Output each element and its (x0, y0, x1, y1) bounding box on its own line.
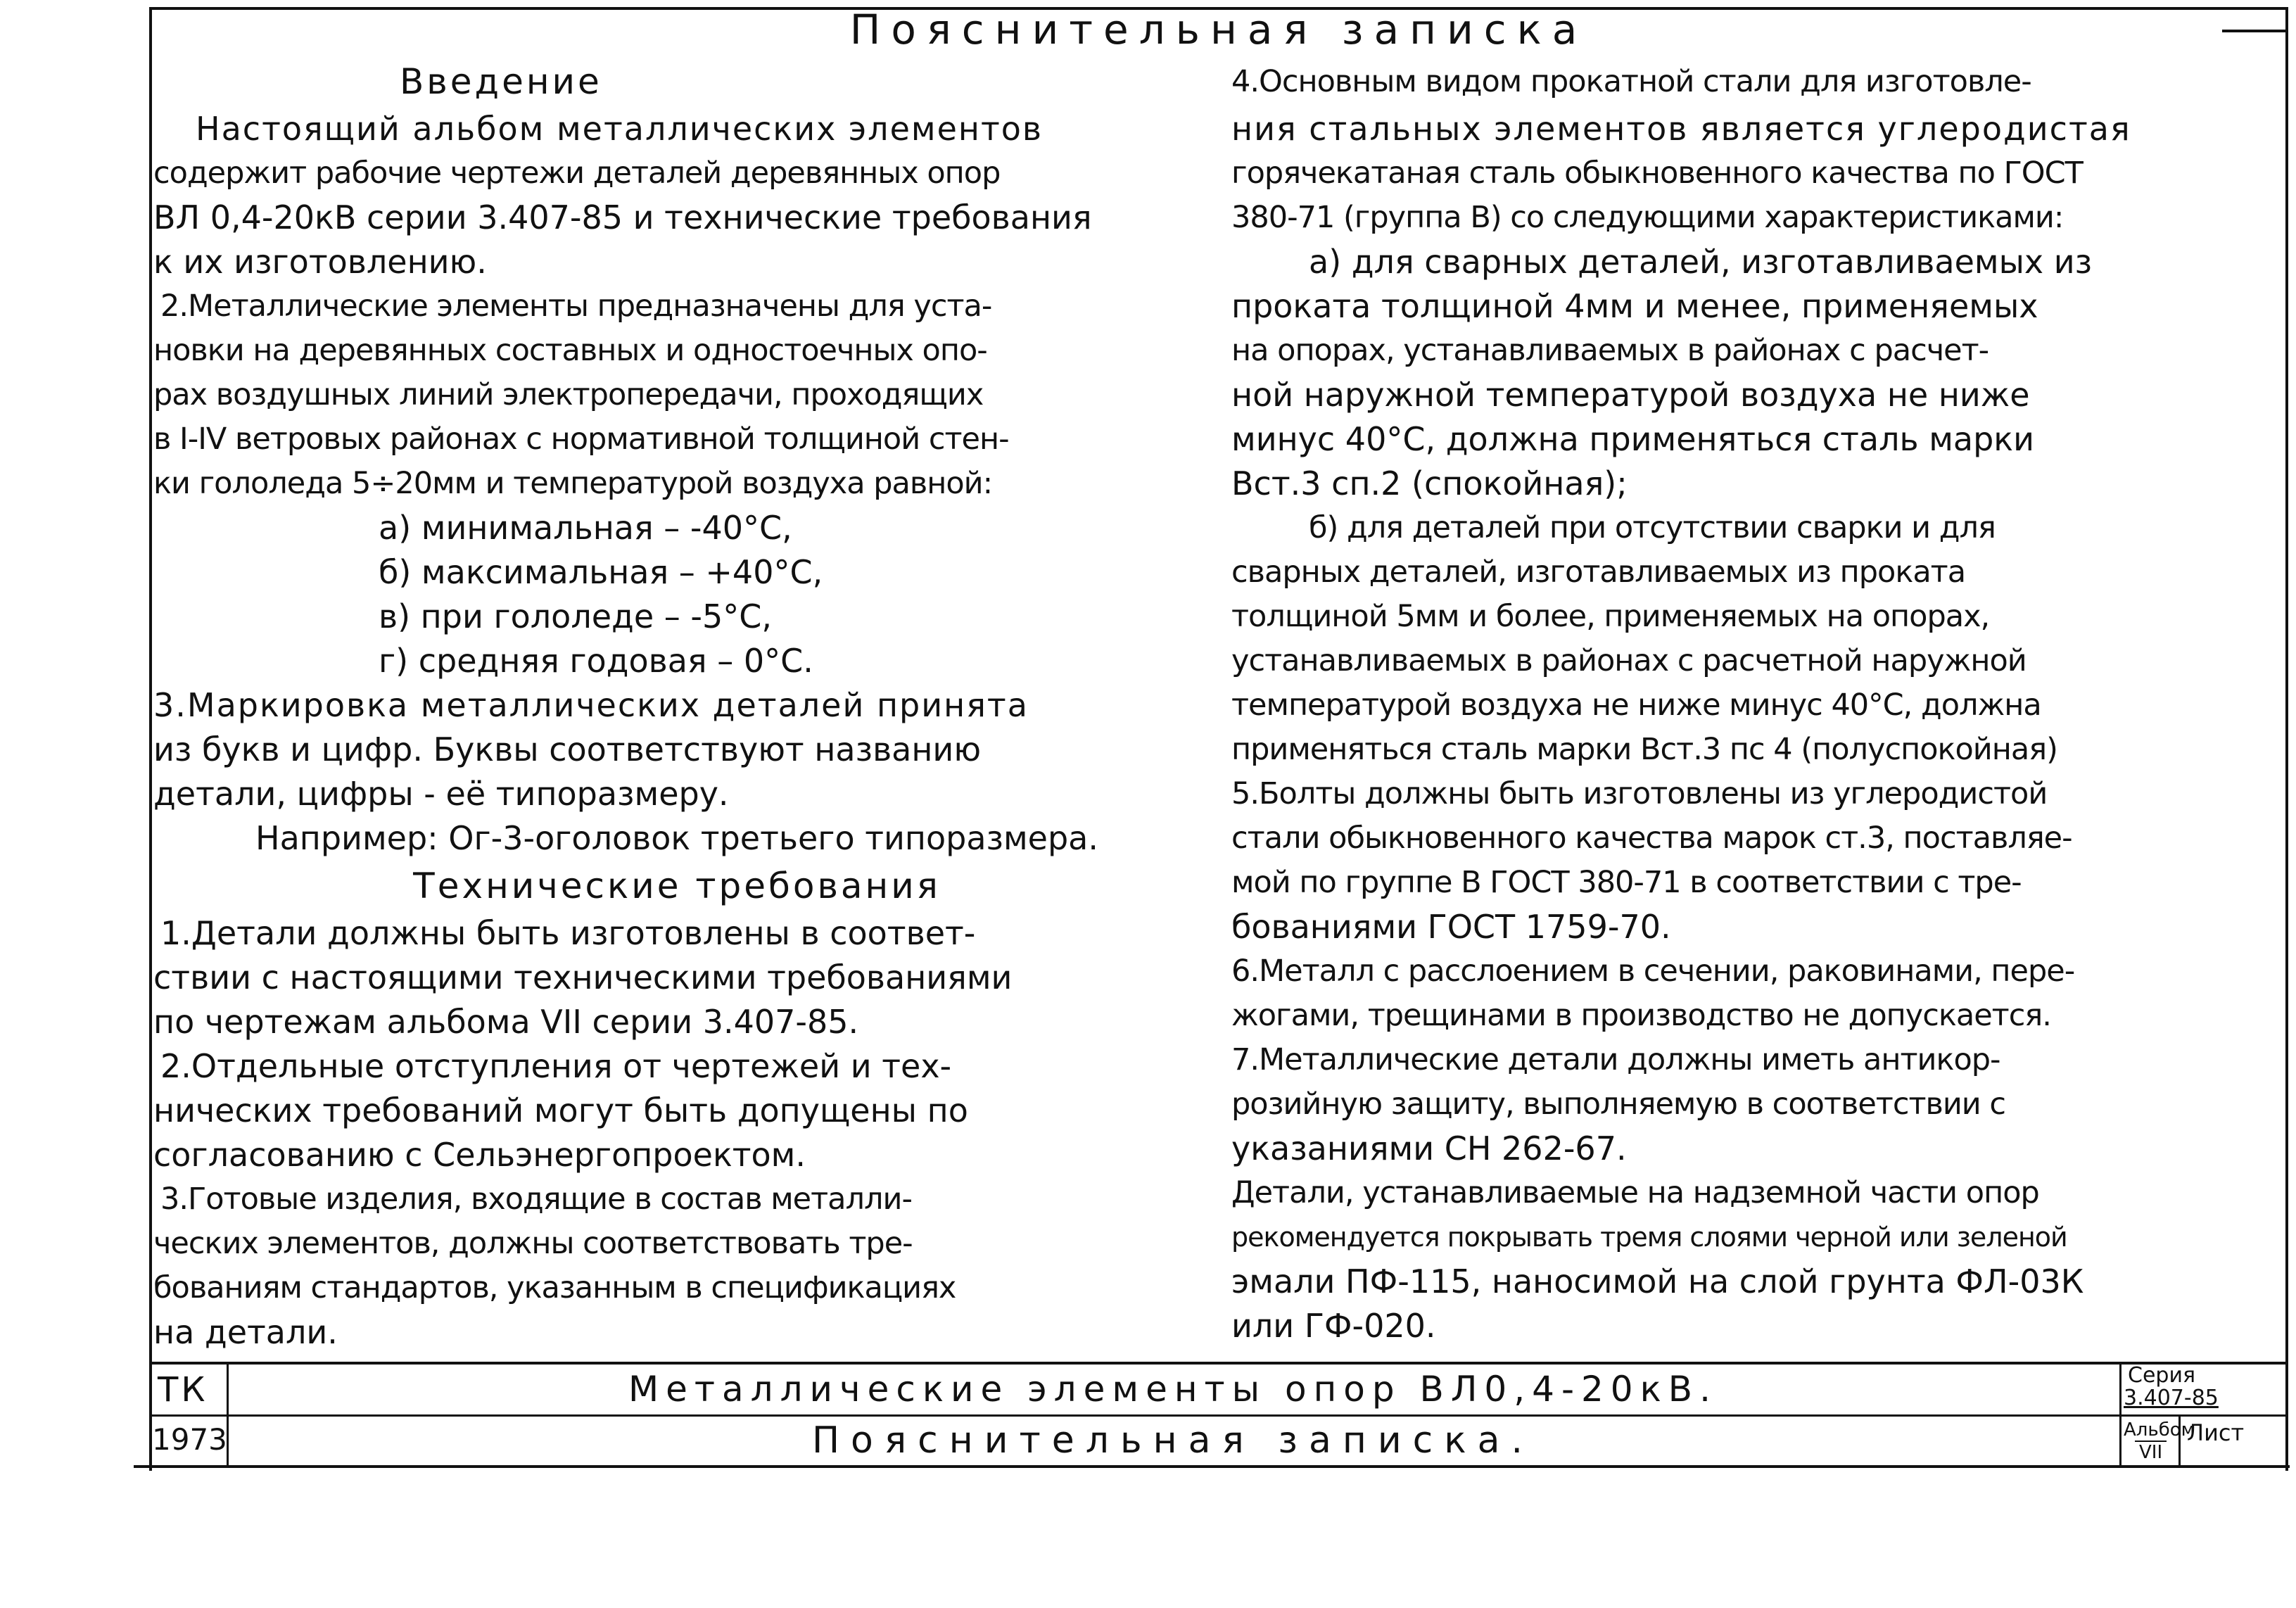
requirement-1-line: ствии с настоящими техническими требованиями (153, 958, 1013, 996)
series-value: 3.407-85 (2124, 1386, 2219, 1410)
page-title: Пояснительная записка (849, 6, 1588, 53)
paragraph-4-line: горячекатаная сталь обыкновенного качества по ГОСТ (1231, 156, 2083, 191)
paragraph-6-line: жогами, трещинами в производство не допускается. (1231, 998, 2051, 1033)
organization-code: ТК (158, 1370, 208, 1410)
paragraph-2-line: новки на деревянных составных и одностоечных опо- (153, 333, 987, 368)
paragraph-4b-line: устанавливаемых в районах с расчетной наружной (1231, 643, 2027, 678)
paragraph-4b-line: б) для деталей при отсутствии сварки и для (1309, 510, 1996, 545)
right-column (1231, 56, 2287, 1348)
requirement-3-line: ческих элементов, должны соответствовать тре- (153, 1226, 913, 1261)
temperature-item: а) минимальная – -40°С, (379, 509, 792, 547)
paragraph-4b-line: температурой воздуха не ниже минус 40°С, должна (1231, 688, 2041, 723)
intro-line: ВЛ 0,4-20кВ серии 3.407-85 и технические требования (153, 198, 1092, 236)
title-block-divider (149, 1414, 2288, 1417)
paragraph-7-line: розийную защиту, выполняемую в соответствии с (1231, 1087, 2006, 1122)
requirement-2-line: 2.Отдельные отступления от чертежей и тех- (160, 1047, 952, 1085)
title-block-divider (2119, 1365, 2121, 1467)
temperature-item: г) средняя годовая – 0°С. (379, 642, 813, 680)
paragraph-4a-line: на опорах, устанавливаемых в районах с расчет- (1231, 333, 1989, 368)
requirement-3-line: на детали. (153, 1313, 338, 1351)
series-label: Серия (2128, 1363, 2195, 1388)
intro-line: содержит рабочие чертежи деталей деревянных опор (153, 156, 1001, 191)
temperature-item: в) при гололеде – -5°С, (379, 597, 772, 635)
paragraph-2-line: рах воздушных линий электропередачи, проходящих (153, 377, 984, 412)
paragraph-5-line: бованиями ГОСТ 1759-70. (1231, 908, 1671, 946)
paragraph-4-line: 380-71 (группа В) со следующими характеристиками: (1231, 200, 2064, 235)
intro-line: к их изготовлению. (153, 243, 487, 281)
paragraph-7-line: указаниями СН 262-67. (1231, 1129, 1627, 1167)
paragraph-4b-line: толщиной 5мм и более, применяемых на опорах, (1231, 599, 1990, 634)
paragraph-2-line: в I-IV ветровых районах с нормативной толщиной стен- (153, 422, 1009, 457)
requirement-2-line: нических требований могут быть допущены по (153, 1091, 968, 1129)
paragraph-2-line: 2.Металлические элементы предназначены для уста- (160, 289, 992, 324)
temperature-item: б) максимальная – +40°С, (379, 553, 823, 591)
paragraph-4b-line: сварных деталей, изготавливаемых из проката (1231, 555, 1966, 590)
paragraph-6-line: 6.Металл с расслоением в сечении, раковинами, пере- (1231, 954, 2075, 989)
paragraph-4-line: ния стальных элементов является углеродистая (1231, 110, 2131, 148)
paragraph-4a-line: а) для сварных деталей, изготавливаемых из (1309, 243, 2093, 281)
requirement-2-line: согласованию с Сельэнергопроектом. (153, 1136, 806, 1174)
paragraph-3-line: из букв и цифр. Буквы соответствуют названию (153, 730, 982, 768)
requirement-3-line: бованиям стандартов, указанным в спецификациях (153, 1270, 956, 1305)
sheet-title: Пояснительная записка. (811, 1419, 1535, 1462)
year: 1973 (152, 1422, 227, 1457)
left-column (153, 56, 1200, 1355)
paragraph-8-line: рекомендуется покрывать тремя слоями черной или зеленой (1231, 1222, 2067, 1253)
paragraph-5-line: стали обыкновенного качества марок ст.3, поставляе- (1231, 821, 2072, 856)
document-title: Металлические элементы опор ВЛ0,4-20кВ. (628, 1369, 1718, 1410)
requirement-1-line: по чертежам альбома VII серии 3.407-85. (153, 1003, 859, 1041)
paragraph-5-line: 5.Болты должны быть изготовлены из углеродистой (1231, 776, 2048, 811)
paragraph-4-line: 4.Основным видом прокатной стали для изготовле- (1231, 64, 2031, 99)
paragraph-8-line: или ГФ-020. (1231, 1307, 1436, 1345)
title-block (149, 1362, 2288, 1467)
paragraph-8-line: эмали ПФ-115, наносимой на слой грунта ФЛ-03К (1231, 1262, 2084, 1300)
paragraph-5-line: мой по группе В ГОСТ 380-71 в соответствии с тре- (1231, 865, 2022, 900)
paragraph-3-line: 3.Маркировка металлических деталей принята (153, 686, 1029, 724)
paragraph-4a-line: ной наружной температурой воздуха не ниже (1231, 376, 2030, 414)
intro-line: Настоящий альбом металлических элементов (196, 110, 1044, 148)
example-line: Например: Ог-3-оголовок третьего типоразмера. (255, 819, 1098, 857)
album-label: Альбом (2124, 1419, 2195, 1441)
requirement-3-line: 3.Готовые изделия, входящие в состав металли- (160, 1182, 912, 1217)
sheet-label: Лист (2187, 1419, 2245, 1446)
paragraph-4b-line: применяться сталь марки Вст.3 пс 4 (полуспокойная) (1231, 732, 2057, 767)
paragraph-3-line: детали, цифры - её типоразмеру. (153, 775, 729, 813)
tech-requirements-heading: Технические требования (413, 866, 941, 906)
paragraph-4a-line: проката толщиной 4мм и менее, применяемых (1231, 287, 2038, 325)
album-value: VII (2135, 1441, 2167, 1463)
paragraph-7-line: 7.Металлические детали должны иметь антикор- (1231, 1042, 2000, 1077)
intro-heading: Введение (400, 61, 602, 102)
paragraph-4a-line: минус 40°С, должна применяться сталь марки (1231, 420, 2034, 458)
paragraph-8-line: Детали, устанавливаемые на надземной части опор (1231, 1175, 2039, 1210)
paragraph-4a-line: Вст.3 сп.2 (спокойная); (1231, 464, 1628, 502)
requirement-1-line: 1.Детали должны быть изготовлены в соответ- (160, 914, 976, 952)
paragraph-2-line: ки гололеда 5÷20мм и температурой воздуха равной: (153, 466, 993, 501)
